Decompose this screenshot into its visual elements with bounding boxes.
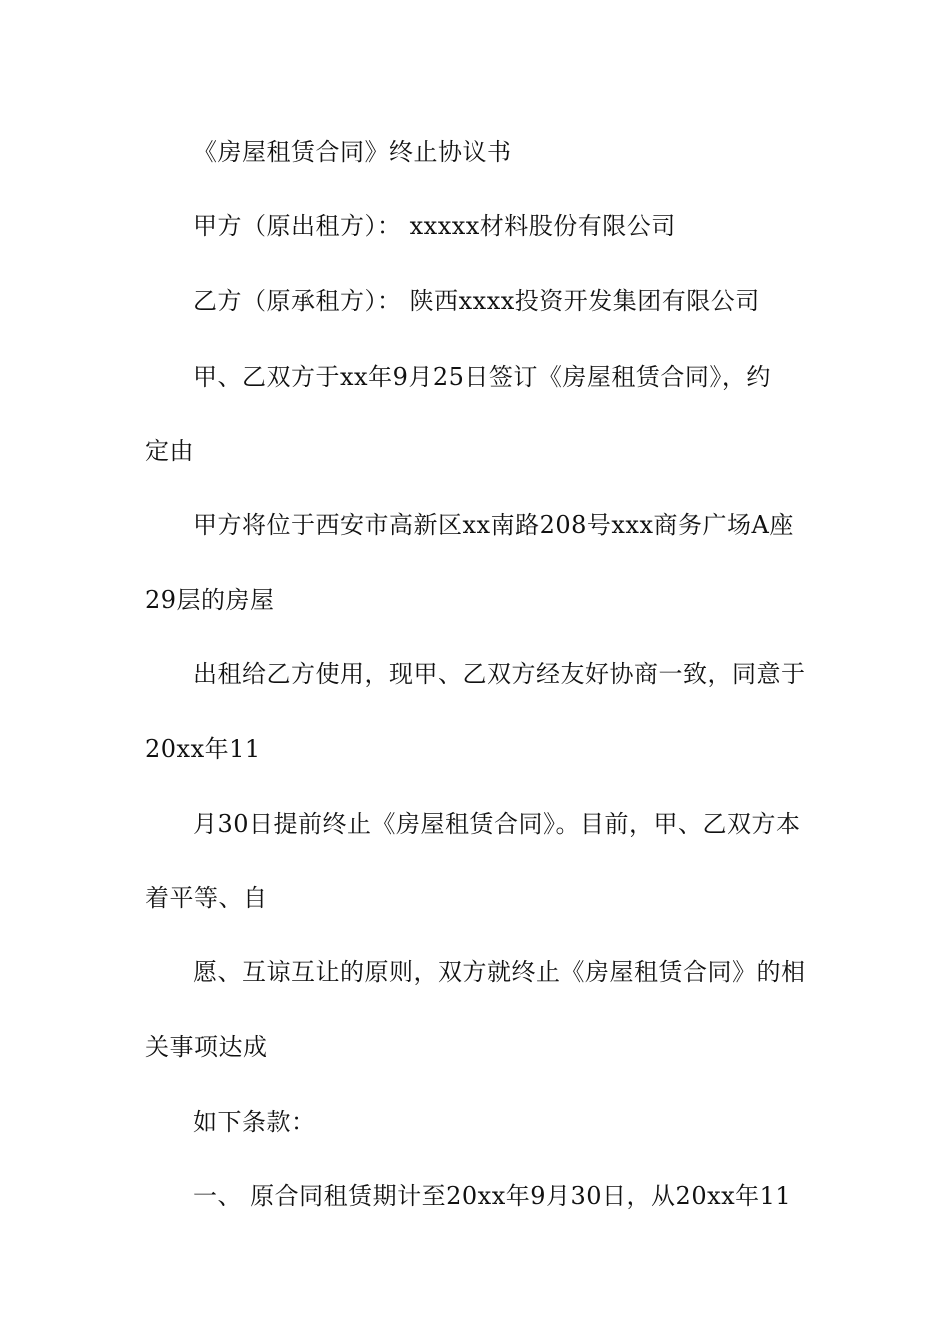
body-line: 月30日提前终止《房屋租赁合同》。目前，甲、乙双方本 <box>193 810 801 838</box>
body-line: 定由 <box>145 437 194 465</box>
document-title: 《房屋租赁合同》终止协议书 <box>193 138 512 166</box>
body-line: 着平等、自 <box>145 884 268 912</box>
body-line: 关事项达成 <box>145 1033 268 1061</box>
body-line: 甲、乙双方于xx年9月25日签订《房屋租赁合同》，约 <box>193 363 771 391</box>
body-line: 甲方将位于西安市高新区xx南路208号xxx商务广场A座 <box>193 511 794 539</box>
clause-line: 一、 原合同租赁期计至20xx年9月30日，从20xx年11 <box>193 1182 792 1210</box>
body-line: 如下条款： <box>193 1108 316 1136</box>
party-a-line: 甲方（原出租方）： xxxxx材料股份有限公司 <box>193 212 676 240</box>
body-line: 愿、互谅互让的原则，双方就终止《房屋租赁合同》的相 <box>193 958 806 986</box>
party-b-line: 乙方（原承租方）： 陕西xxxx投资开发集团有限公司 <box>193 287 760 315</box>
body-line: 20xx年11 <box>145 735 261 763</box>
body-line: 29层的房屋 <box>145 586 275 614</box>
body-line: 出租给乙方使用，现甲、乙双方经友好协商一致，同意于 <box>193 660 806 688</box>
